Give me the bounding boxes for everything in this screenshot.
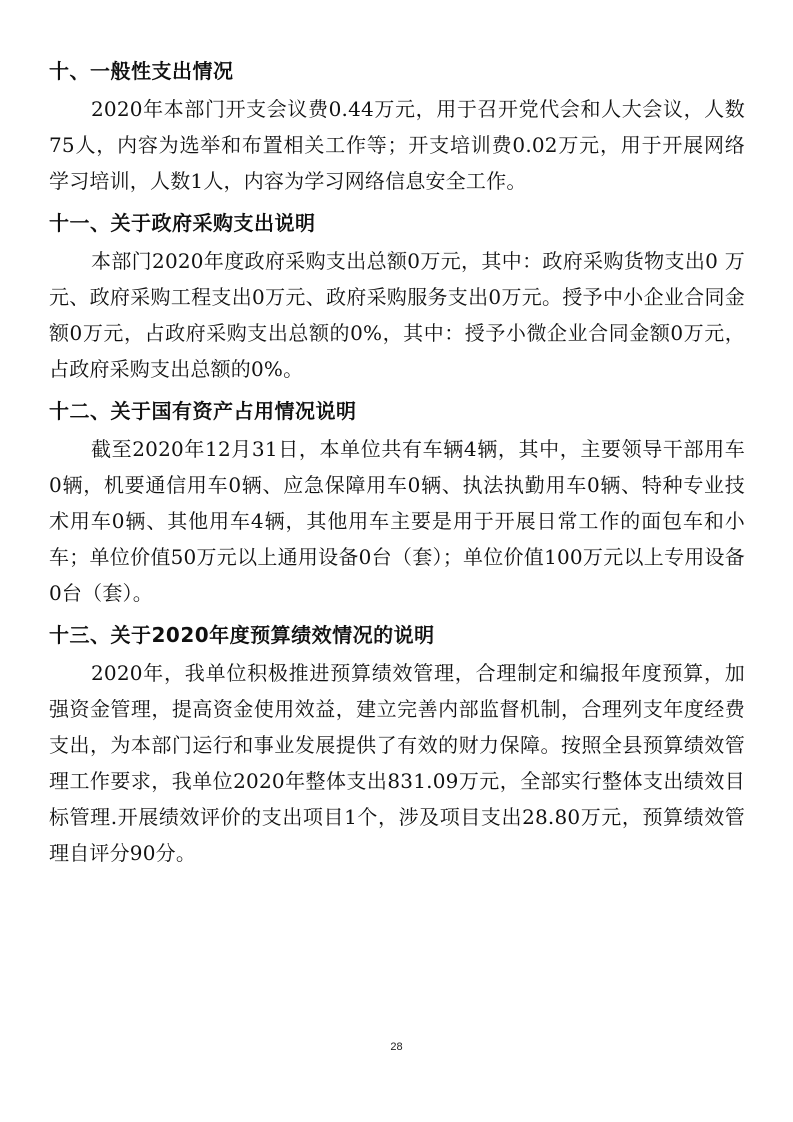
section-state-assets — [49, 395, 745, 611]
section-paragraph: 本部门2020年度政府采购支出总额0万元，其中：政府采购货物支出0 万元、政府采购工程支出0万元、政府采购服务支出0万元。授予中小企业合同金额0万元，占政府采购支出总额的0%，其中：授予小微企业合同金额0万元，占政府采购支出总额的0%。 — [49, 249, 745, 381]
section-paragraph: 2020年，我单位积极推进预算绩效管理，合理制定和编报年度预算，加强资金管理，提高资金使用效益，建立完善内部监督机制，合理列支年度经费支出，为本部门运行和事业发展提供了有效的财力保障。按照全县预算绩效管理工作要求，我单位2020年整体支出831.09万元，全部实行整体支出绩效目标管理.开展绩效评价的支出项目1个，涉及项目支出28.80万元，预算绩效管理自评分90分。 — [49, 661, 745, 865]
section-paragraph: 截至2020年12月31日，本单位共有车辆4辆，其中，主要领导干部用车0辆，机要通信用车0辆、应急保障用车0辆、执法执勤用车0辆、特种专业技术用车0辆、其他用车4辆，其他用车主要是用于开展日常工作的面包车和小车；单位价值50万元以上通用设备0台（套）；单位价值100万元以上专用设备0台（套）。 — [49, 437, 745, 605]
page-number: 28 — [390, 1041, 403, 1053]
section-budget-performance — [49, 619, 745, 871]
section-heading: 十二、关于国有资产占用情况说明 — [49, 399, 357, 423]
section-heading: 十、一般性支出情况 — [49, 59, 234, 83]
section-general-expenditure — [49, 55, 745, 199]
section-paragraph: 2020年本部门开支会议费0.44万元，用于召开党代会和人大会议，人数75人，内容为选举和布置相关工作等；开支培训费0.02万元，用于开展网络学习培训，人数1人，内容为学习网络信息安全工作。 — [49, 97, 745, 193]
section-government-procurement — [49, 207, 745, 387]
section-heading: 十三、关于2020年度预算绩效情况的说明 — [49, 623, 435, 647]
section-heading: 十一、关于政府采购支出说明 — [49, 211, 316, 235]
page-content — [49, 55, 745, 879]
